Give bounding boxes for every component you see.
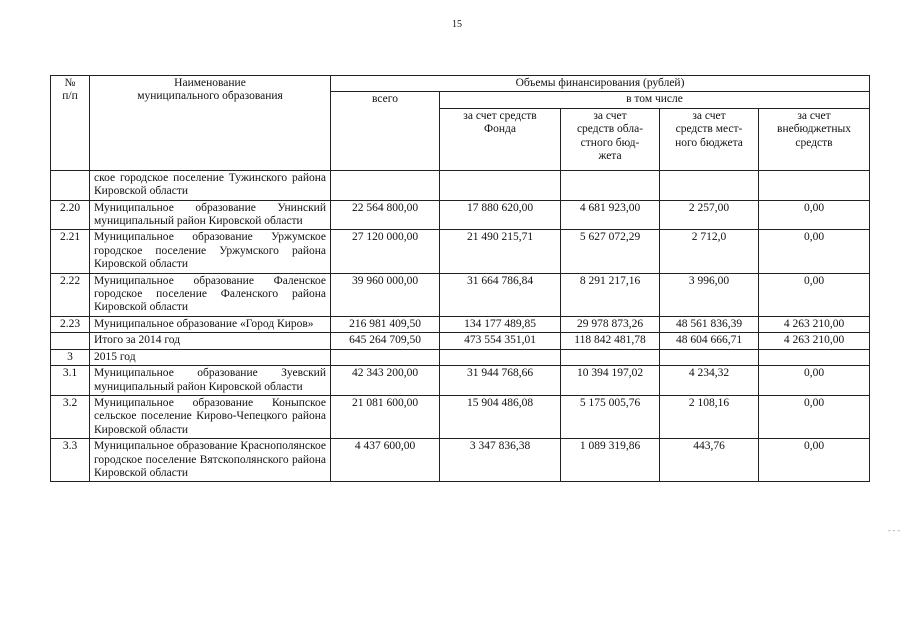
table-row — [51, 395, 870, 438]
row-local — [660, 349, 759, 365]
row-extra: 0,00 — [759, 395, 870, 438]
table-row — [51, 439, 870, 482]
row-num — [51, 333, 90, 349]
row-extra — [759, 349, 870, 365]
table-row — [51, 230, 870, 273]
row-total: 4 437 600,00 — [331, 439, 440, 482]
row-name: Муниципальное образование Коныпское сельское поселение Кирово-Чепецкого района Кировской области — [90, 395, 331, 438]
row-total — [331, 349, 440, 365]
row-total: 21 081 600,00 — [331, 395, 440, 438]
table-row — [51, 273, 870, 316]
header-local: за счет средств мест- ного бюджета — [660, 108, 759, 170]
row-total: 27 120 000,00 — [331, 230, 440, 273]
row-num: 3.3 — [51, 439, 90, 482]
row-extra — [759, 170, 870, 200]
row-regional: 10 394 197,02 — [561, 366, 660, 396]
row-extra: 0,00 — [759, 200, 870, 230]
row-name: ское городское поселение Тужинского района Кировской области — [90, 170, 331, 200]
row-regional — [561, 349, 660, 365]
row-local: 2 257,00 — [660, 200, 759, 230]
row-name: Муниципальное образование Краснополянское городское поселение Вятскополянского района Кировской области — [90, 439, 331, 482]
row-regional: 4 681 923,00 — [561, 200, 660, 230]
row-fund: 134 177 489,85 — [440, 316, 561, 332]
row-name: Муниципальное образование Унинский муниципальный район Кировской области — [90, 200, 331, 230]
row-extra: 0,00 — [759, 366, 870, 396]
header-fund: за счет средств Фонда — [440, 108, 561, 170]
table-row — [51, 333, 870, 349]
row-num: 3 — [51, 349, 90, 365]
row-local: 443,76 — [660, 439, 759, 482]
row-total: 22 564 800,00 — [331, 200, 440, 230]
row-num: 3.2 — [51, 395, 90, 438]
row-local: 2 712,0 — [660, 230, 759, 273]
row-name: 2015 год — [90, 349, 331, 365]
row-total: 42 343 200,00 — [331, 366, 440, 396]
row-name: Итого за 2014 год — [90, 333, 331, 349]
row-extra: 4 263 210,00 — [759, 316, 870, 332]
row-extra: 0,00 — [759, 273, 870, 316]
row-total: 39 960 000,00 — [331, 273, 440, 316]
row-fund: 3 347 836,38 — [440, 439, 561, 482]
header-including: в том числе — [440, 92, 870, 108]
row-regional: 5 175 005,76 — [561, 395, 660, 438]
row-num: 2.21 — [51, 230, 90, 273]
row-local: 4 234,32 — [660, 366, 759, 396]
table-row — [51, 316, 870, 332]
row-extra: 4 263 210,00 — [759, 333, 870, 349]
row-name: Муниципальное образование Уржумское городское поселение Уржумского района Кировской области — [90, 230, 331, 273]
row-num: 3.1 — [51, 366, 90, 396]
row-name: Муниципальное образование «Город Киров» — [90, 316, 331, 332]
margin-mark: - - - — [888, 526, 900, 535]
table-body — [51, 170, 870, 482]
row-total: 645 264 709,50 — [331, 333, 440, 349]
row-local: 2 108,16 — [660, 395, 759, 438]
row-regional: 118 842 481,78 — [561, 333, 660, 349]
header-num: № п/п — [51, 76, 90, 171]
row-local: 3 996,00 — [660, 273, 759, 316]
table-row — [51, 366, 870, 396]
row-regional — [561, 170, 660, 200]
row-fund: 31 664 786,84 — [440, 273, 561, 316]
row-name: Муниципальное образование Зуевский муниципальный район Кировской области — [90, 366, 331, 396]
header-total: всего — [331, 92, 440, 170]
header-name: Наименование муниципального образования — [90, 76, 331, 171]
row-num: 2.23 — [51, 316, 90, 332]
header-extra: за счет внебюджетных средств — [759, 108, 870, 170]
header-financing: Объемы финансирования (рублей) — [331, 76, 870, 92]
row-regional: 1 089 319,86 — [561, 439, 660, 482]
row-extra: 0,00 — [759, 439, 870, 482]
row-fund: 473 554 351,01 — [440, 333, 561, 349]
row-fund: 15 904 486,08 — [440, 395, 561, 438]
row-fund: 31 944 768,66 — [440, 366, 561, 396]
row-regional: 29 978 873,26 — [561, 316, 660, 332]
row-num — [51, 170, 90, 200]
row-total: 216 981 409,50 — [331, 316, 440, 332]
row-num: 2.22 — [51, 273, 90, 316]
row-local: 48 604 666,71 — [660, 333, 759, 349]
row-fund — [440, 349, 561, 365]
row-local: 48 561 836,39 — [660, 316, 759, 332]
row-fund: 21 490 215,71 — [440, 230, 561, 273]
table-row — [51, 170, 870, 200]
row-num: 2.20 — [51, 200, 90, 230]
page-number: 15 — [452, 19, 462, 30]
row-total — [331, 170, 440, 200]
row-extra: 0,00 — [759, 230, 870, 273]
row-name: Муниципальное образование Фаленское городское поселение Фаленского района Кировской области — [90, 273, 331, 316]
table-row — [51, 200, 870, 230]
financing-table — [50, 75, 870, 482]
row-regional: 8 291 217,16 — [561, 273, 660, 316]
row-local — [660, 170, 759, 200]
row-fund: 17 880 620,00 — [440, 200, 561, 230]
header-regional: за счет средств обла- стного бюд- жета — [561, 108, 660, 170]
table-row — [51, 349, 870, 365]
row-regional: 5 627 072,29 — [561, 230, 660, 273]
table-header — [51, 76, 870, 171]
row-fund — [440, 170, 561, 200]
